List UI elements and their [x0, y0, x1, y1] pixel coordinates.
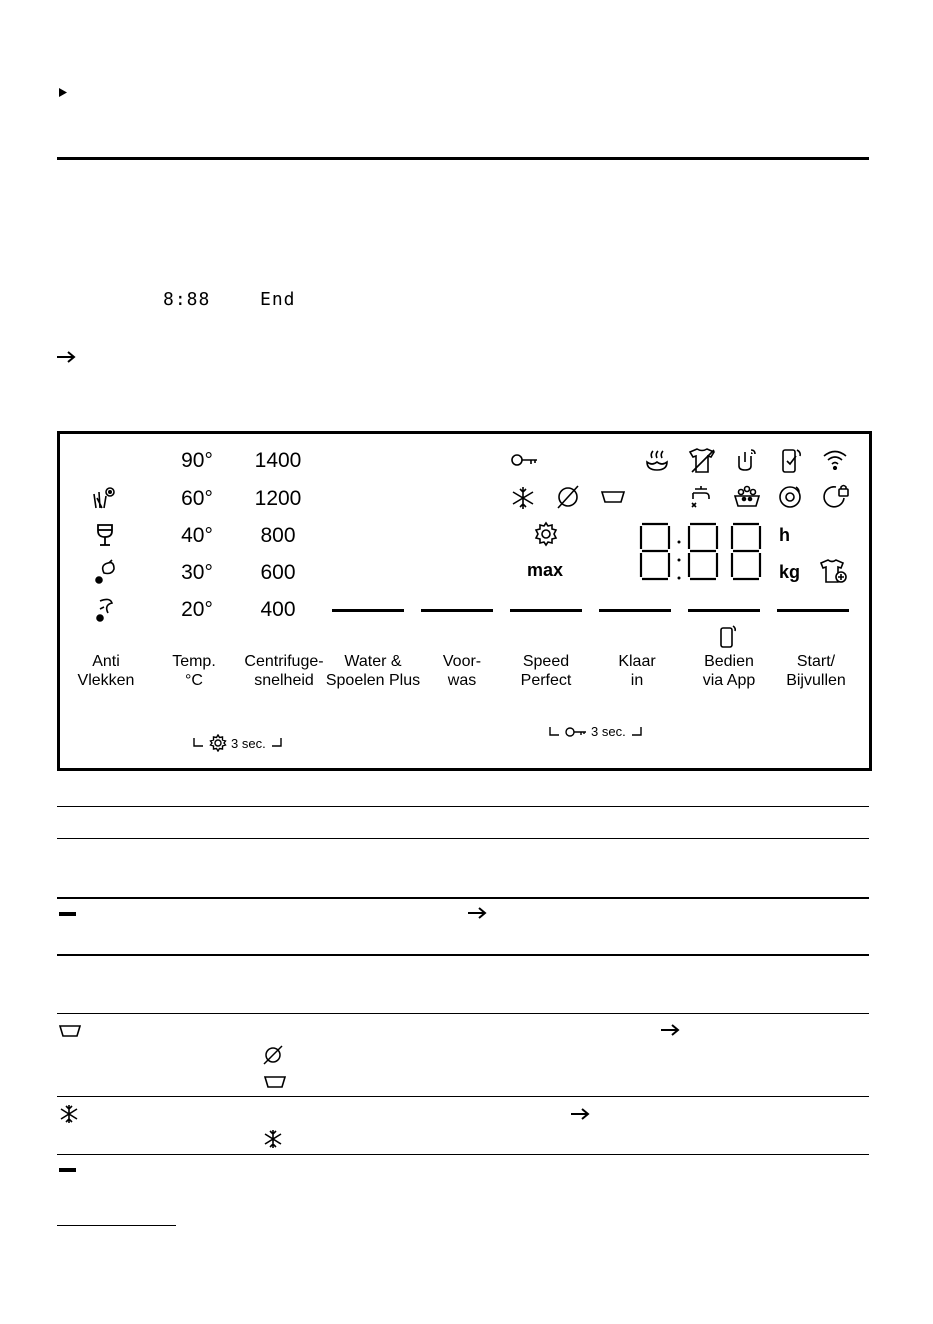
button-bar-icon: [59, 1168, 76, 1172]
button-label-line1: Centrifuge-: [244, 653, 324, 670]
button-water-spoelen[interactable]: [323, 652, 423, 690]
button-centrifuge[interactable]: [236, 652, 332, 690]
max-label: max: [527, 560, 564, 580]
button-voorwas[interactable]: [422, 652, 502, 690]
button-label-line1: Speed: [522, 653, 570, 670]
table-rule: [57, 838, 869, 839]
snowflake-icon: [59, 1104, 79, 1129]
settings-hold-time: 3 sec.: [231, 735, 266, 751]
button-label-line2: in: [630, 672, 644, 689]
button-bar-icon: [59, 912, 76, 916]
button-label-line1: Voor-: [442, 653, 482, 670]
blood-stain-icon: [94, 597, 118, 628]
gear-icon: [209, 734, 227, 752]
phone-connect-icon: [780, 448, 802, 479]
lock-hold-note: [549, 724, 642, 739]
temp-90: 90°: [181, 449, 213, 472]
child-lock-icon: [822, 484, 850, 515]
bracket-left-icon: [549, 727, 561, 737]
unit-hours: h: [779, 525, 790, 545]
button-anti-vlekken[interactable]: [66, 652, 146, 690]
seven-segment-display: [638, 522, 768, 587]
button-label-line2: Spoelen Plus: [325, 672, 421, 689]
bar-klaar-in: [599, 609, 671, 612]
steam-icon: [644, 448, 670, 479]
key-lock-icon: [511, 453, 539, 472]
button-label-line2: via App: [702, 672, 756, 689]
button-label-line1: Start/: [796, 653, 836, 670]
temp-20: 20°: [181, 598, 213, 621]
spin-1400: 1400: [254, 449, 302, 472]
no-iron-shirt-icon: [688, 448, 716, 479]
button-label-line2: Vlekken: [77, 672, 135, 689]
table-rule: [57, 1013, 869, 1014]
fruit-juice-icon: [94, 559, 118, 590]
button-label-line1: Water &: [344, 653, 402, 670]
gear-icon: [533, 521, 559, 552]
display-digits-example: 8:88: [163, 289, 211, 310]
spin-400: 400: [260, 598, 296, 621]
temp-60: 60°: [181, 487, 213, 510]
table-rule: [57, 897, 869, 899]
remote-start-icon: [736, 448, 758, 477]
bar-start: [777, 609, 849, 612]
bracket-right-icon: [270, 738, 282, 748]
snowflake-icon: [511, 486, 535, 515]
no-spin-icon: [262, 1044, 284, 1071]
button-label-line2: Bijvullen: [786, 672, 846, 689]
no-spin-icon: [555, 484, 581, 515]
button-label-line2: was: [447, 672, 477, 689]
button-label-line2: Perfect: [520, 672, 572, 689]
key-icon: [565, 726, 587, 738]
button-klaar-in[interactable]: [597, 652, 677, 690]
play-triangle-icon: [59, 84, 67, 102]
bar-voorwas: [421, 609, 493, 612]
unit-kg: kg: [779, 562, 801, 582]
arrow-right-icon: [56, 350, 76, 368]
button-label-line1: Temp.: [172, 653, 216, 670]
phone-icon: [719, 625, 737, 654]
button-label-line1: Klaar: [618, 653, 656, 670]
arrow-right-icon: [467, 906, 487, 924]
spin-600: 600: [260, 561, 296, 584]
footnote-rule: [57, 1225, 176, 1226]
rinse-hold-icon: [58, 1024, 82, 1043]
arrow-right-icon: [660, 1023, 680, 1041]
arrow-right-icon: [570, 1107, 590, 1125]
table-rule: [57, 1096, 869, 1097]
snowflake-icon: [263, 1129, 283, 1154]
tap-water-icon: [689, 485, 713, 516]
button-start[interactable]: [774, 652, 858, 690]
temp-30: 30°: [181, 561, 213, 584]
settings-hold-note: [193, 734, 282, 752]
add-laundry-icon: [819, 558, 849, 589]
bracket-right-icon: [630, 727, 642, 737]
grass-stain-icon: [93, 486, 119, 515]
button-speed-perfect[interactable]: [506, 652, 586, 690]
rinse-hold-icon: [263, 1075, 287, 1094]
spin-800: 800: [260, 524, 296, 547]
rinse-hold-icon: [600, 490, 626, 509]
button-bedien-app[interactable]: [689, 652, 769, 690]
wine-glass-icon: [95, 523, 115, 552]
wifi-icon: [822, 450, 848, 475]
overdose-icon: [733, 484, 761, 513]
table-rule: [57, 1154, 869, 1155]
button-temp[interactable]: [154, 652, 234, 690]
spin-1200: 1200: [254, 487, 302, 510]
button-label-line1: Bedien: [704, 653, 754, 670]
bar-bedien-app: [688, 609, 760, 612]
table-rule: [57, 954, 869, 956]
lock-hold-time: 3 sec.: [591, 724, 626, 739]
section-rule: [57, 157, 869, 160]
button-label-line2: °C: [185, 672, 203, 689]
bar-speed-perfect: [510, 609, 582, 612]
table-rule: [57, 806, 869, 807]
button-label-line2: snelheid: [254, 672, 314, 689]
drum-clean-icon: [777, 484, 803, 515]
temp-40: 40°: [181, 524, 213, 547]
button-label-line1: Anti: [92, 653, 120, 670]
display-end-example: End: [260, 289, 296, 310]
bracket-left-icon: [193, 738, 205, 748]
bar-water-spoelen: [332, 609, 404, 612]
